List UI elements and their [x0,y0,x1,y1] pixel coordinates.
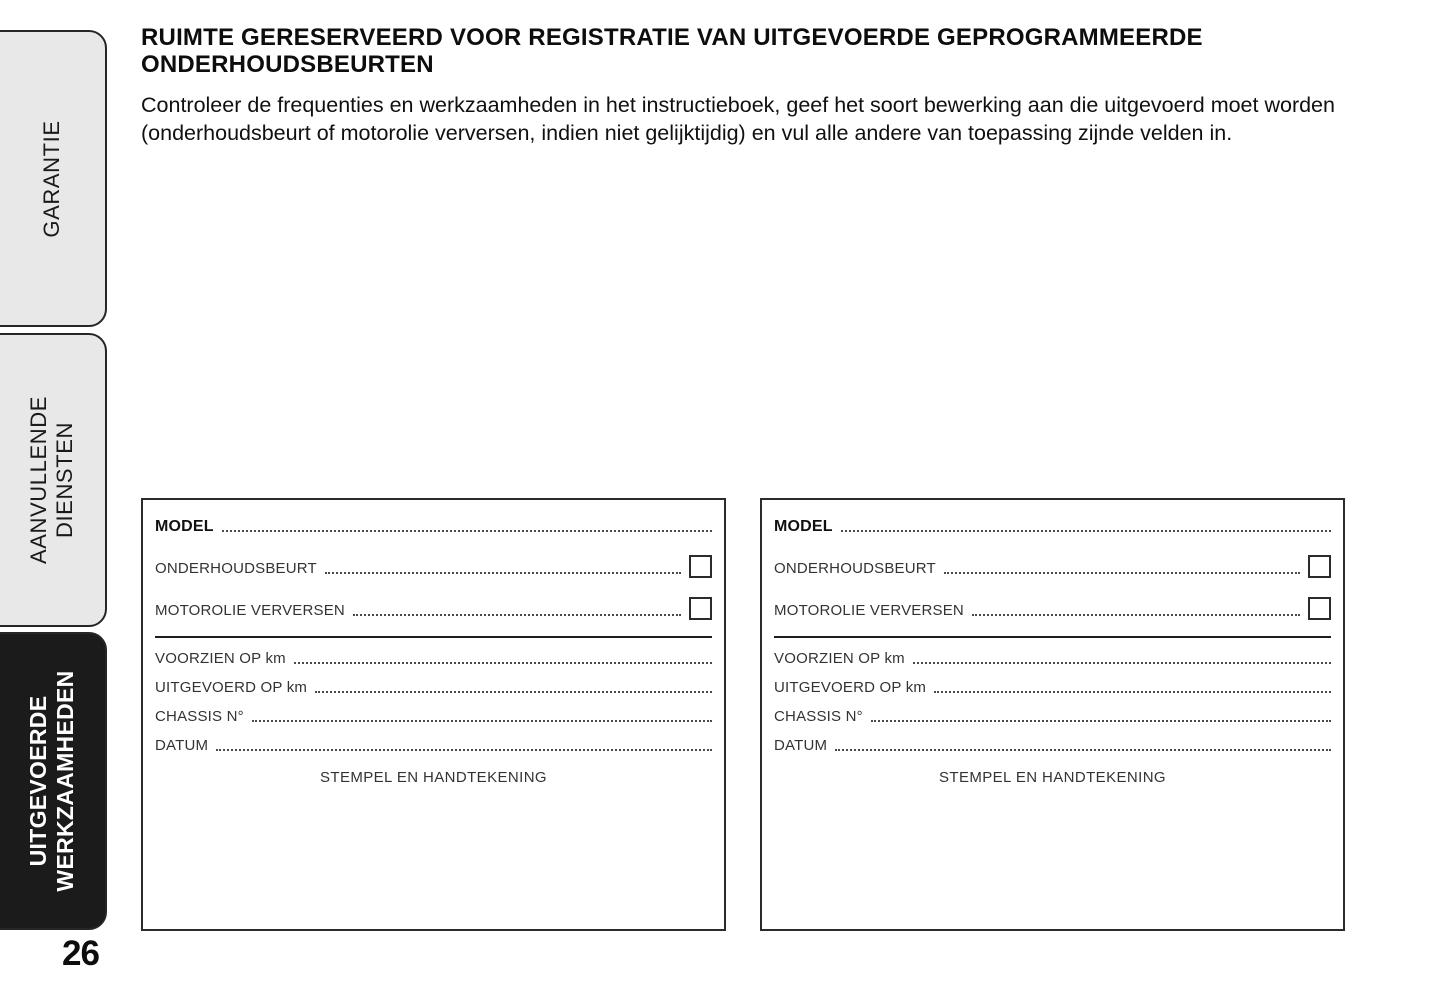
page-content [141,24,1347,148]
tab-label-line: GARANTIE [38,119,64,238]
card-divider [155,636,712,638]
card-divider [774,636,1331,638]
onderhoudsbeurt-row [774,554,1331,578]
tab-label-line: WERKZAAMHEDEN [51,670,78,892]
onderhoudsbeurt-label: ONDERHOUDSBEURT [155,560,317,577]
service-record-cards [141,498,1345,931]
page-number: 26 [62,934,99,973]
service-record-card-right [760,498,1345,931]
motorolie-fill-line [353,614,681,616]
chassis-fill-line [252,720,712,722]
uitgevoerd-row [155,677,712,697]
model-label: MODEL [774,517,833,535]
voorzien-fill-line [913,662,1331,664]
chassis-fill-line [871,720,1331,722]
sidebar-tab-uitgevoerde-werkzaamheden [0,632,107,930]
page-title: RUIMTE GERESERVEERD VOOR REGISTRATIE VAN UITGEVOERDE GEPROGRAMMEERDE ONDERHOUDSBEURTEN [141,24,1203,79]
sidebar-tab-garantie [0,30,107,327]
datum-label: DATUM [774,737,828,754]
datum-row [155,735,712,755]
model-fill-line [841,530,1331,532]
voorzien-label: VOORZIEN OP km [155,650,286,667]
sidebar-tab-uitgevoerde-werkzaamheden-label [24,636,78,926]
chassis-label: CHASSIS N° [155,708,244,725]
onderhoudsbeurt-checkbox [1308,555,1331,578]
datum-fill-line [216,749,712,751]
uitgevoerd-row [774,677,1331,697]
uitgevoerd-label: UITGEVOERD OP km [155,679,308,696]
stamp-signature-label: STEMPEL EN HANDTEKENING [938,769,1166,786]
chassis-row [774,706,1331,726]
sidebar-tab-garantie-label [39,34,65,324]
datum-row [774,735,1331,755]
voorzien-row [774,648,1331,668]
intro-paragraph: Controleer de frequenties en werkzaamheden in het instructieboek, geef het soort bewerking aan die uitgevoerd moet worden (onderhoudsbeurt of motorolie verversen, indien niet gelijktijdig) en vul alle andere van toepassing zijnde velden in. [141,93,1335,146]
motorolie-row [155,596,712,620]
tab-label-line: UITGEVOERDE [24,695,51,867]
model-row [774,514,1331,536]
uitgevoerd-label: UITGEVOERD OP km [774,679,927,696]
voorzien-label: VOORZIEN OP km [774,650,905,667]
sidebar-tab-aanvullende-diensten [0,333,107,627]
model-label: MODEL [155,517,214,535]
onderhoudsbeurt-checkbox [689,555,712,578]
tab-label-line: AANVULLENDE [25,396,51,564]
uitgevoerd-fill-line [934,691,1331,693]
datum-fill-line [835,749,1331,751]
model-fill-line [222,530,712,532]
motorolie-label: MOTOROLIE VERVERSEN [155,602,345,619]
voorzien-fill-line [294,662,712,664]
stamp-signature-label: STEMPEL EN HANDTEKENING [319,769,547,786]
service-record-card-left [141,498,726,931]
datum-label: DATUM [155,737,209,754]
chassis-row [155,706,712,726]
onderhoudsbeurt-fill-line [944,572,1300,574]
chassis-label: CHASSIS N° [774,708,863,725]
onderhoudsbeurt-row [155,554,712,578]
voorzien-row [155,648,712,668]
tab-label-line: DIENSTEN [51,421,77,539]
model-row [155,514,712,536]
onderhoudsbeurt-label: ONDERHOUDSBEURT [774,560,936,577]
motorolie-checkbox [1308,597,1331,620]
onderhoudsbeurt-fill-line [325,572,681,574]
motorolie-row [774,596,1331,620]
sidebar-tab-aanvullende-diensten-label [26,335,78,625]
motorolie-label: MOTOROLIE VERVERSEN [774,602,964,619]
motorolie-fill-line [972,614,1300,616]
uitgevoerd-fill-line [315,691,712,693]
motorolie-checkbox [689,597,712,620]
